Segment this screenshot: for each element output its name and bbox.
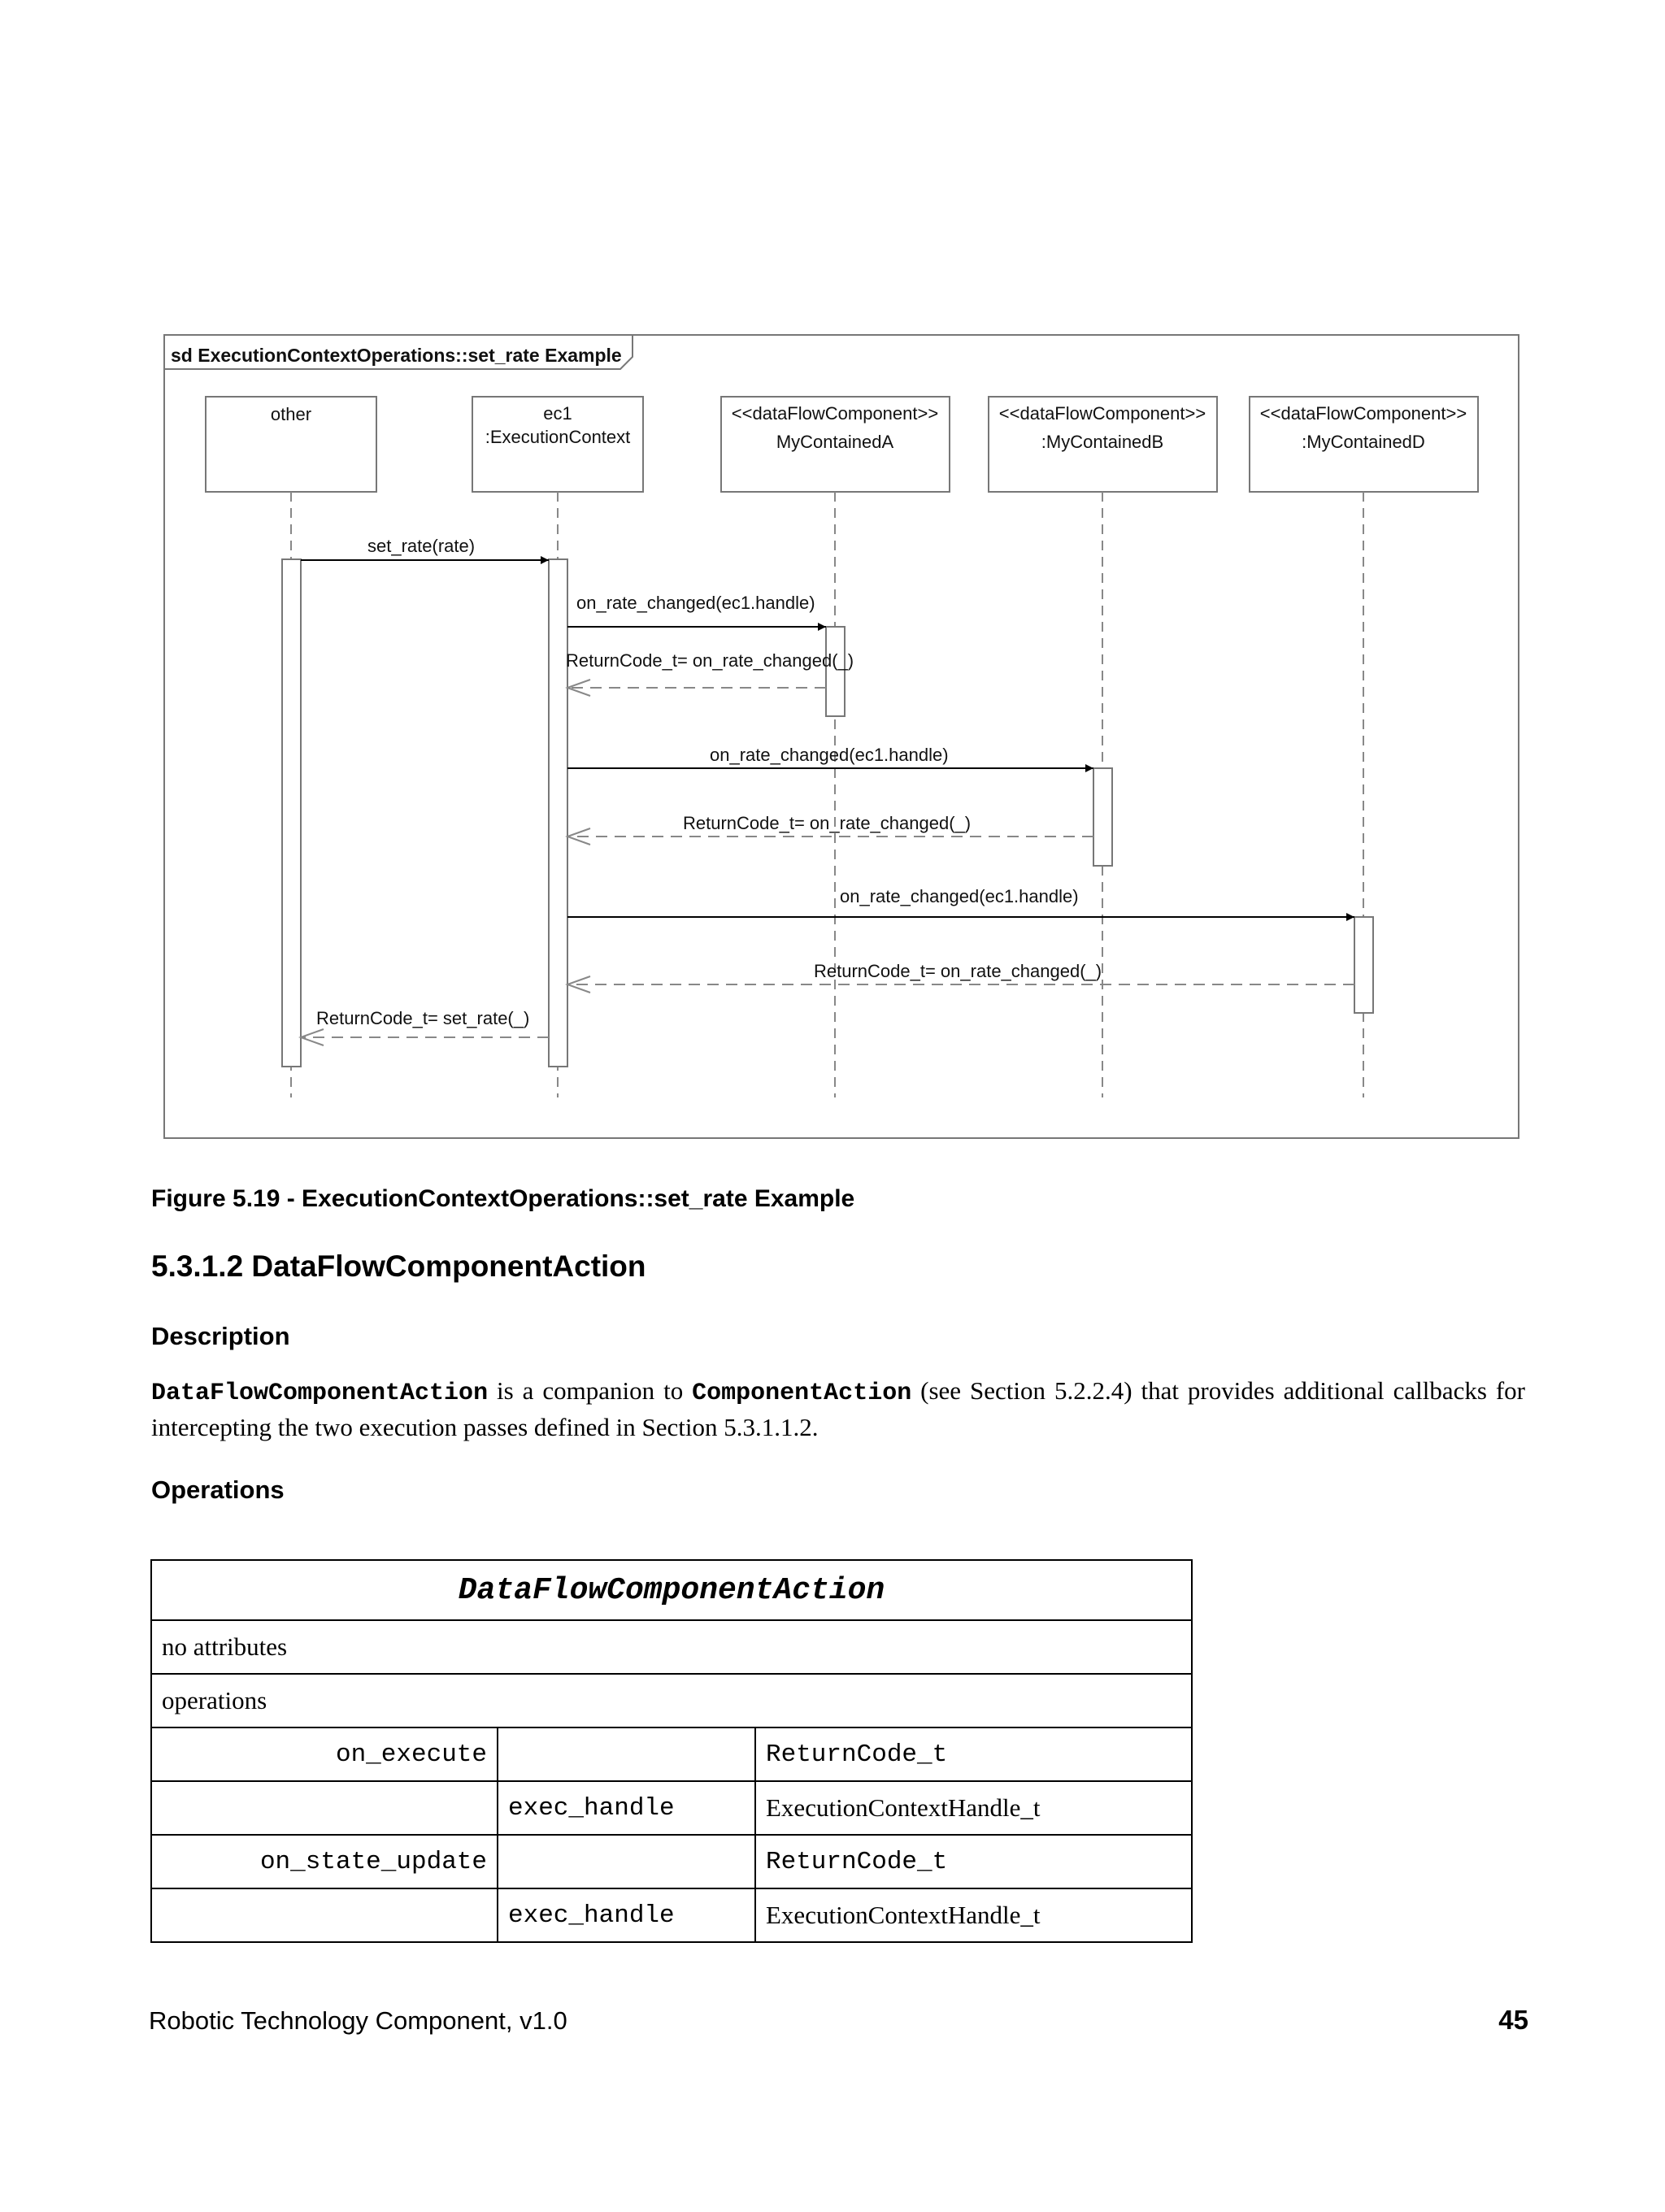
table-row xyxy=(151,1888,1192,1942)
message-on-rate-changed-a xyxy=(567,593,826,627)
parameter-name xyxy=(498,1835,755,1888)
lifeline-mycontainedd-name: :MyContainedD xyxy=(1302,432,1425,452)
activation-ec1 xyxy=(549,559,567,1067)
reply-on-rate-changed-d xyxy=(567,961,1354,993)
code-componentaction: ComponentAction xyxy=(692,1380,912,1407)
lifeline-other-label: other xyxy=(270,404,312,424)
operation-name xyxy=(151,1888,498,1942)
code-dataflowcomponentaction: DataFlowComponentAction xyxy=(151,1380,489,1407)
lifeline-mycontaineda xyxy=(721,397,950,492)
reply-set-rate-label: ReturnCode_t= set_rate(_) xyxy=(316,1008,530,1028)
operations-table xyxy=(150,1559,1193,1943)
table-operations-row xyxy=(151,1674,1192,1727)
table-title: DataFlowComponentAction xyxy=(151,1560,1192,1620)
table-row xyxy=(151,1835,1192,1888)
lifeline-mycontaineda-name: MyContainedA xyxy=(776,432,894,452)
message-on-rate-changed-b xyxy=(567,745,1093,768)
lifeline-mycontaineda-stereotype: <<dataFlowComponent>> xyxy=(731,403,939,424)
activation-mycontainedd xyxy=(1354,917,1373,1013)
reply-on-rate-changed-a xyxy=(566,650,854,696)
message-on-rate-changed-a-label: on_rate_changed(ec1.handle) xyxy=(576,593,815,613)
operation-name xyxy=(151,1781,498,1835)
figure-caption: Figure 5.19 - ExecutionContextOperations::set_rate Example xyxy=(151,1185,855,1212)
parameter-name xyxy=(498,1727,755,1781)
lifeline-ec1-type: :ExecutionContext xyxy=(485,427,631,447)
description-paragraph xyxy=(151,1374,1525,1445)
type-name: ReturnCode_t xyxy=(755,1727,1192,1781)
lifeline-mycontainedb xyxy=(989,397,1217,492)
message-on-rate-changed-d xyxy=(567,886,1354,917)
description-heading: Description xyxy=(151,1322,290,1350)
message-on-rate-changed-d-label: on_rate_changed(ec1.handle) xyxy=(840,886,1079,906)
table-title-row xyxy=(151,1560,1192,1620)
reply-on-rate-changed-b xyxy=(567,813,1093,845)
page-number: 45 xyxy=(1498,2005,1528,2035)
reply-on-rate-changed-d-label: ReturnCode_t= on_rate_changed(_) xyxy=(814,961,1102,981)
lifeline-mycontainedd-stereotype: <<dataFlowComponent>> xyxy=(1259,403,1467,424)
activation-mycontainedb xyxy=(1093,768,1112,866)
message-set-rate-label: set_rate(rate) xyxy=(367,536,476,556)
lifeline-mycontainedb-name: :MyContainedB xyxy=(1041,432,1164,452)
reply-on-rate-changed-b-label: ReturnCode_t= on_rate_changed(_) xyxy=(683,813,972,833)
type-name: ReturnCode_t xyxy=(755,1835,1192,1888)
activation-mycontaineda xyxy=(826,627,845,716)
type-name: ExecutionContextHandle_t xyxy=(755,1888,1192,1942)
footer-title: Robotic Technology Component, v1.0 xyxy=(149,2006,567,2035)
parameter-name: exec_handle xyxy=(498,1781,755,1835)
table-row xyxy=(151,1781,1192,1835)
description-text-1: is a companion to xyxy=(488,1376,693,1405)
reply-set-rate xyxy=(301,1008,549,1045)
operations-cell: operations xyxy=(151,1674,1192,1727)
operation-name: on_execute xyxy=(151,1727,498,1781)
lifeline-mycontainedd xyxy=(1250,397,1478,492)
section-heading: 5.3.1.2 DataFlowComponentAction xyxy=(151,1249,646,1283)
message-set-rate xyxy=(301,536,549,560)
table-attributes-row xyxy=(151,1620,1192,1674)
type-name: ExecutionContextHandle_t xyxy=(755,1781,1192,1835)
lifeline-mycontainedb-stereotype: <<dataFlowComponent>> xyxy=(998,403,1206,424)
lifeline-ec1-name: ec1 xyxy=(543,403,572,424)
reply-on-rate-changed-a-label: ReturnCode_t= on_rate_changed(_) xyxy=(566,650,854,671)
lifeline-ec1 xyxy=(472,397,643,492)
parameter-name: exec_handle xyxy=(498,1888,755,1942)
frame-label: sd ExecutionContextOperations::set_rate Example xyxy=(171,345,622,366)
lifeline-other xyxy=(206,397,376,492)
description-text-2: (see Section 5.2.2.4) that provides additional callbacks for intercepting the two execution passes defined in Section 5.3.1.1.2. xyxy=(151,1376,1525,1441)
activation-other xyxy=(282,559,301,1067)
operation-name: on_state_update xyxy=(151,1835,498,1888)
message-on-rate-changed-b-label: on_rate_changed(ec1.handle) xyxy=(710,745,949,765)
attributes-cell: no attributes xyxy=(151,1620,1192,1674)
operations-heading: Operations xyxy=(151,1475,285,1504)
table-row xyxy=(151,1727,1192,1781)
